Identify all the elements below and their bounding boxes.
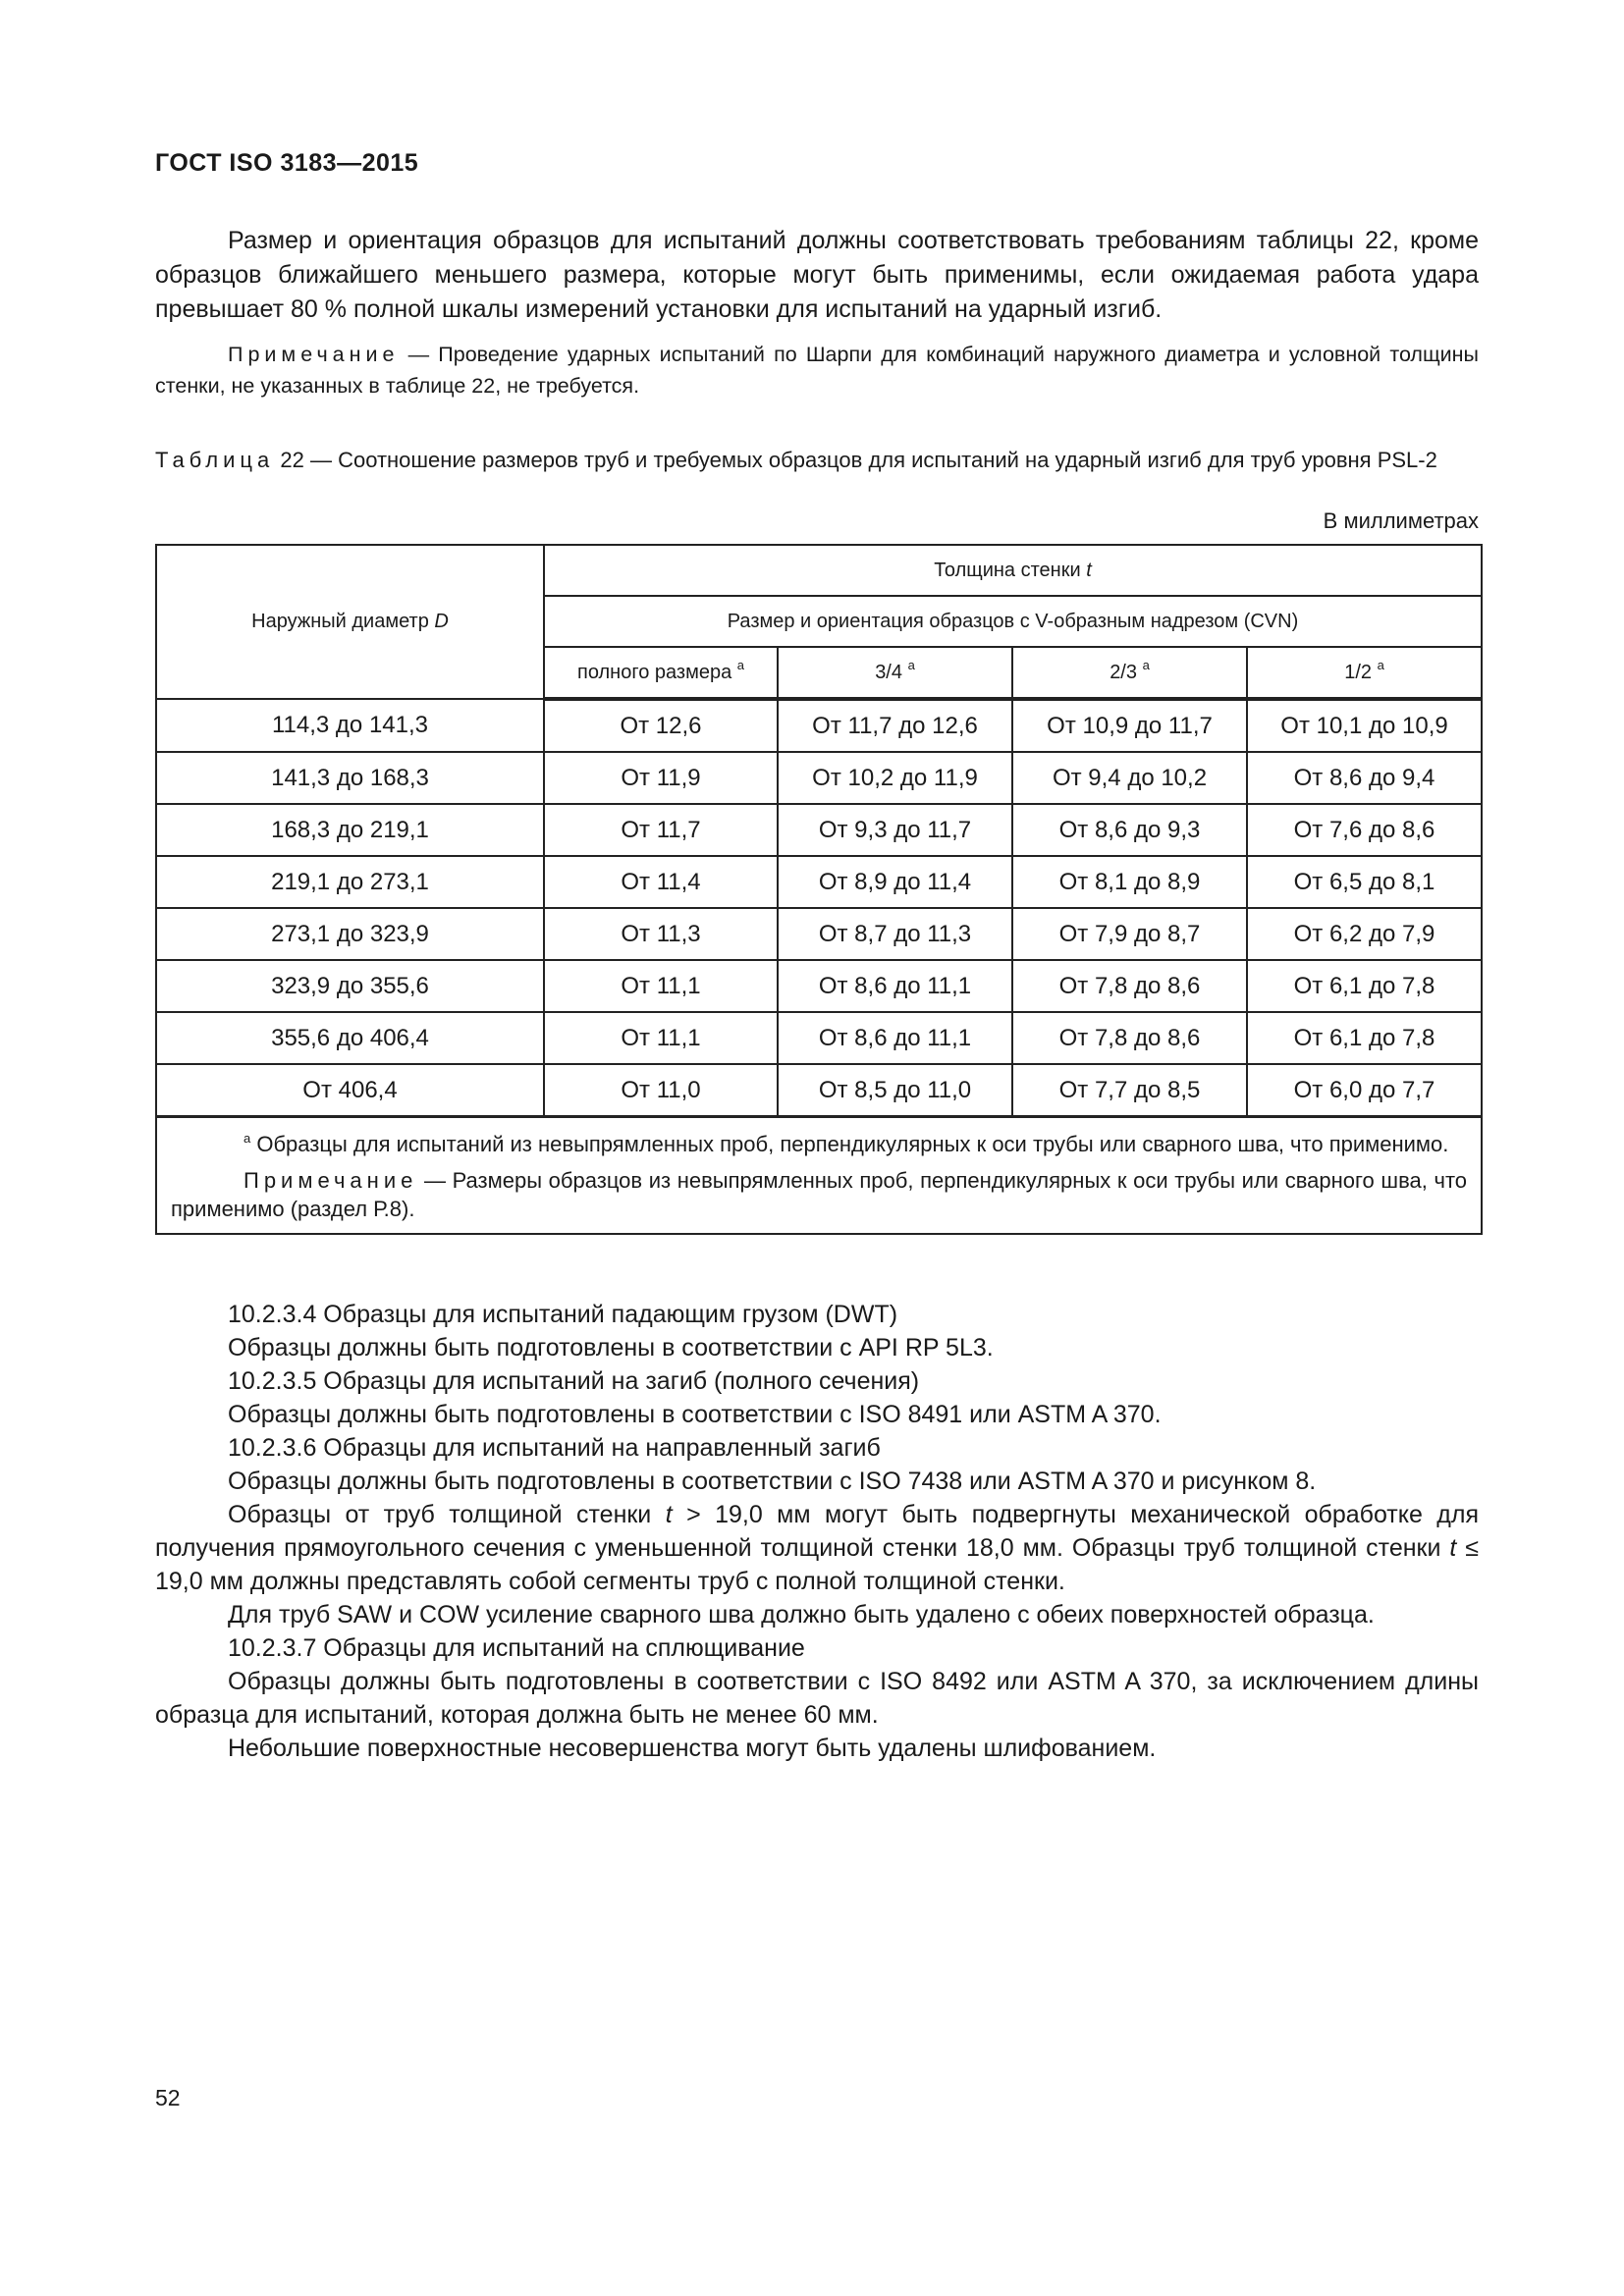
table-row <box>156 699 1482 752</box>
section-10-2-3-4-title: 10.2.3.4 Образцы для испытаний падающим грузом (DWT) <box>228 1301 898 1328</box>
header-wall-thickness: Толщина стенки t <box>544 545 1482 596</box>
body-paragraph: Образцы должны быть подготовлены в соответствии с ISO 7438 или ASTM A 370 и рисунком 8. <box>228 1468 1317 1495</box>
cell-diameter: 141,3 до 168,3 <box>156 752 544 804</box>
cell-34: От 9,3 до 11,7 <box>778 804 1012 856</box>
intro-paragraph: Размер и ориентация образцов для испытаний должны соответствовать требованиям таблицы 22, кроме образцов ближайшего меньшего размера, которые могут быть применимы, если ожидаемая работа удара превышает 80 % полной шкалы измерений установки для испытаний на ударный изгиб. <box>155 227 1479 323</box>
note-text: — Проведение ударных испытаний по Шарпи для комбинаций наружного диаметра и условной толщины стенки, не указанных в таблице 22, не требуется. <box>155 343 1479 398</box>
cell-full: От 11,7 <box>544 804 778 856</box>
cell-12: От 6,1 до 7,8 <box>1247 960 1482 1012</box>
body-paragraph: Образцы от труб толщиной стенки t > 19,0 мм могут быть подвергнуты механической обработке для получения прямоугольного сечения с уменьшенной толщиной стенки 18,0 мм. Образцы труб толщиной стенки t ≤ 19,0 мм должны представлять собой сегменты труб с полной толщиной стенки. <box>155 1501 1480 1595</box>
body-paragraph: Образцы должны быть подготовлены в соответствии с ISO 8492 или ASTM A 370, за исключением длины образца для испытаний, которая должна быть не менее 60 мм. <box>155 1668 1479 1729</box>
table-row <box>156 960 1482 1012</box>
body-paragraph: Образцы должны быть подготовлены в соответствии с API RP 5L3. <box>228 1334 994 1362</box>
table-row <box>156 1012 1482 1064</box>
table-row <box>156 804 1482 856</box>
table-row <box>156 856 1482 908</box>
cell-23: От 8,6 до 9,3 <box>1012 804 1247 856</box>
body-text <box>155 1298 1479 1765</box>
cell-12: От 6,0 до 7,7 <box>1247 1064 1482 1117</box>
cell-full: От 11,4 <box>544 856 778 908</box>
cell-34: От 8,7 до 11,3 <box>778 908 1012 960</box>
cell-23: От 7,9 до 8,7 <box>1012 908 1247 960</box>
cell-23: От 9,4 до 10,2 <box>1012 752 1247 804</box>
cell-34: От 8,6 до 11,1 <box>778 1012 1012 1064</box>
cell-34: От 8,9 до 11,4 <box>778 856 1012 908</box>
cell-34: От 8,6 до 11,1 <box>778 960 1012 1012</box>
cell-diameter: 219,1 до 273,1 <box>156 856 544 908</box>
cell-full: От 11,1 <box>544 1012 778 1064</box>
document-header: ГОСТ ISO 3183—2015 <box>155 149 419 177</box>
cell-23: От 8,1 до 8,9 <box>1012 856 1247 908</box>
cell-full: От 11,0 <box>544 1064 778 1117</box>
cell-diameter: 355,6 до 406,4 <box>156 1012 544 1064</box>
table-row <box>156 752 1482 804</box>
cell-full: От 11,1 <box>544 960 778 1012</box>
section-10-2-3-5-title: 10.2.3.5 Образцы для испытаний на загиб (полного сечения) <box>228 1367 920 1395</box>
header-two-thirds: 2/3 $^a$ <box>1012 647 1247 699</box>
cell-diameter: От 406,4 <box>156 1064 544 1117</box>
body-paragraph: Образцы должны быть подготовлены в соответствии с ISO 8491 или ASTM A 370. <box>228 1401 1162 1428</box>
cell-23: От 7,8 до 8,6 <box>1012 1012 1247 1064</box>
header-half: 1/2 $^a$ <box>1247 647 1482 699</box>
header-outer-diameter: Наружный диаметр D <box>156 545 544 699</box>
intro-note <box>155 339 1479 401</box>
cell-12: От 6,2 до 7,9 <box>1247 908 1482 960</box>
page-number: 52 <box>155 2085 181 2110</box>
section-10-2-3-7-title: 10.2.3.7 Образцы для испытаний на сплющивание <box>228 1634 805 1662</box>
body-paragraph: Для труб SAW и COW усиление сварного шва должно быть удалено с обеих поверхностей образца. <box>228 1601 1375 1629</box>
table-units: В миллиметрах <box>1323 508 1479 533</box>
cell-full: От 11,3 <box>544 908 778 960</box>
header-three-quarter: 3/4 $^a$ <box>778 647 1012 699</box>
cell-diameter: 273,1 до 323,9 <box>156 908 544 960</box>
cell-diameter: 168,3 до 219,1 <box>156 804 544 856</box>
cell-34: От 8,5 до 11,0 <box>778 1064 1012 1117</box>
caption-label: Таблица <box>155 448 275 472</box>
cell-34: От 10,2 до 11,9 <box>778 752 1012 804</box>
cell-12: От 6,1 до 7,8 <box>1247 1012 1482 1064</box>
cell-23: От 7,7 до 8,5 <box>1012 1064 1247 1117</box>
header-full-size: полного размера $^a$ <box>544 647 778 699</box>
table-row <box>156 1064 1482 1117</box>
cell-34: От 11,7 до 12,6 <box>778 699 1012 752</box>
table-footnotes <box>156 1117 1482 1235</box>
note-label: Примечание <box>228 343 400 366</box>
cell-diameter: 114,3 до 141,3 <box>156 699 544 752</box>
section-10-2-3-6-title: 10.2.3.6 Образцы для испытаний на направленный загиб <box>228 1434 881 1462</box>
cell-full: От 12,6 <box>544 699 778 752</box>
cell-23: От 7,8 до 8,6 <box>1012 960 1247 1012</box>
footnote-a: $^a$ Образцы для испытаний из невыпрямленных проб, перпендикулярных к оси трубы или сварного шва, что применимо. <box>244 1131 1449 1156</box>
caption-text: 22 — Соотношение размеров труб и требуемых образцов для испытаний на ударный изгиб для труб уровня PSL-2 <box>274 448 1437 472</box>
impact-specimen-table <box>155 544 1483 1235</box>
table-caption <box>155 445 1479 476</box>
header-cvn-size: Размер и ориентация образцов с V-образным надрезом (CVN) <box>544 596 1482 647</box>
cell-23: От 10,9 до 11,7 <box>1012 699 1247 752</box>
table-note: Примечание — Размеры образцов из невыпрямленных проб, перпендикулярных к оси трубы или сварного шва, что применимо (раздел Р.8). <box>171 1168 1468 1221</box>
table-row <box>156 908 1482 960</box>
body-paragraph: Небольшие поверхностные несовершенства могут быть удалены шлифованием. <box>228 1735 1157 1762</box>
cell-diameter: 323,9 до 355,6 <box>156 960 544 1012</box>
cell-12: От 10,1 до 10,9 <box>1247 699 1482 752</box>
cell-12: От 8,6 до 9,4 <box>1247 752 1482 804</box>
cell-full: От 11,9 <box>544 752 778 804</box>
cell-12: От 6,5 до 8,1 <box>1247 856 1482 908</box>
cell-12: От 7,6 до 8,6 <box>1247 804 1482 856</box>
